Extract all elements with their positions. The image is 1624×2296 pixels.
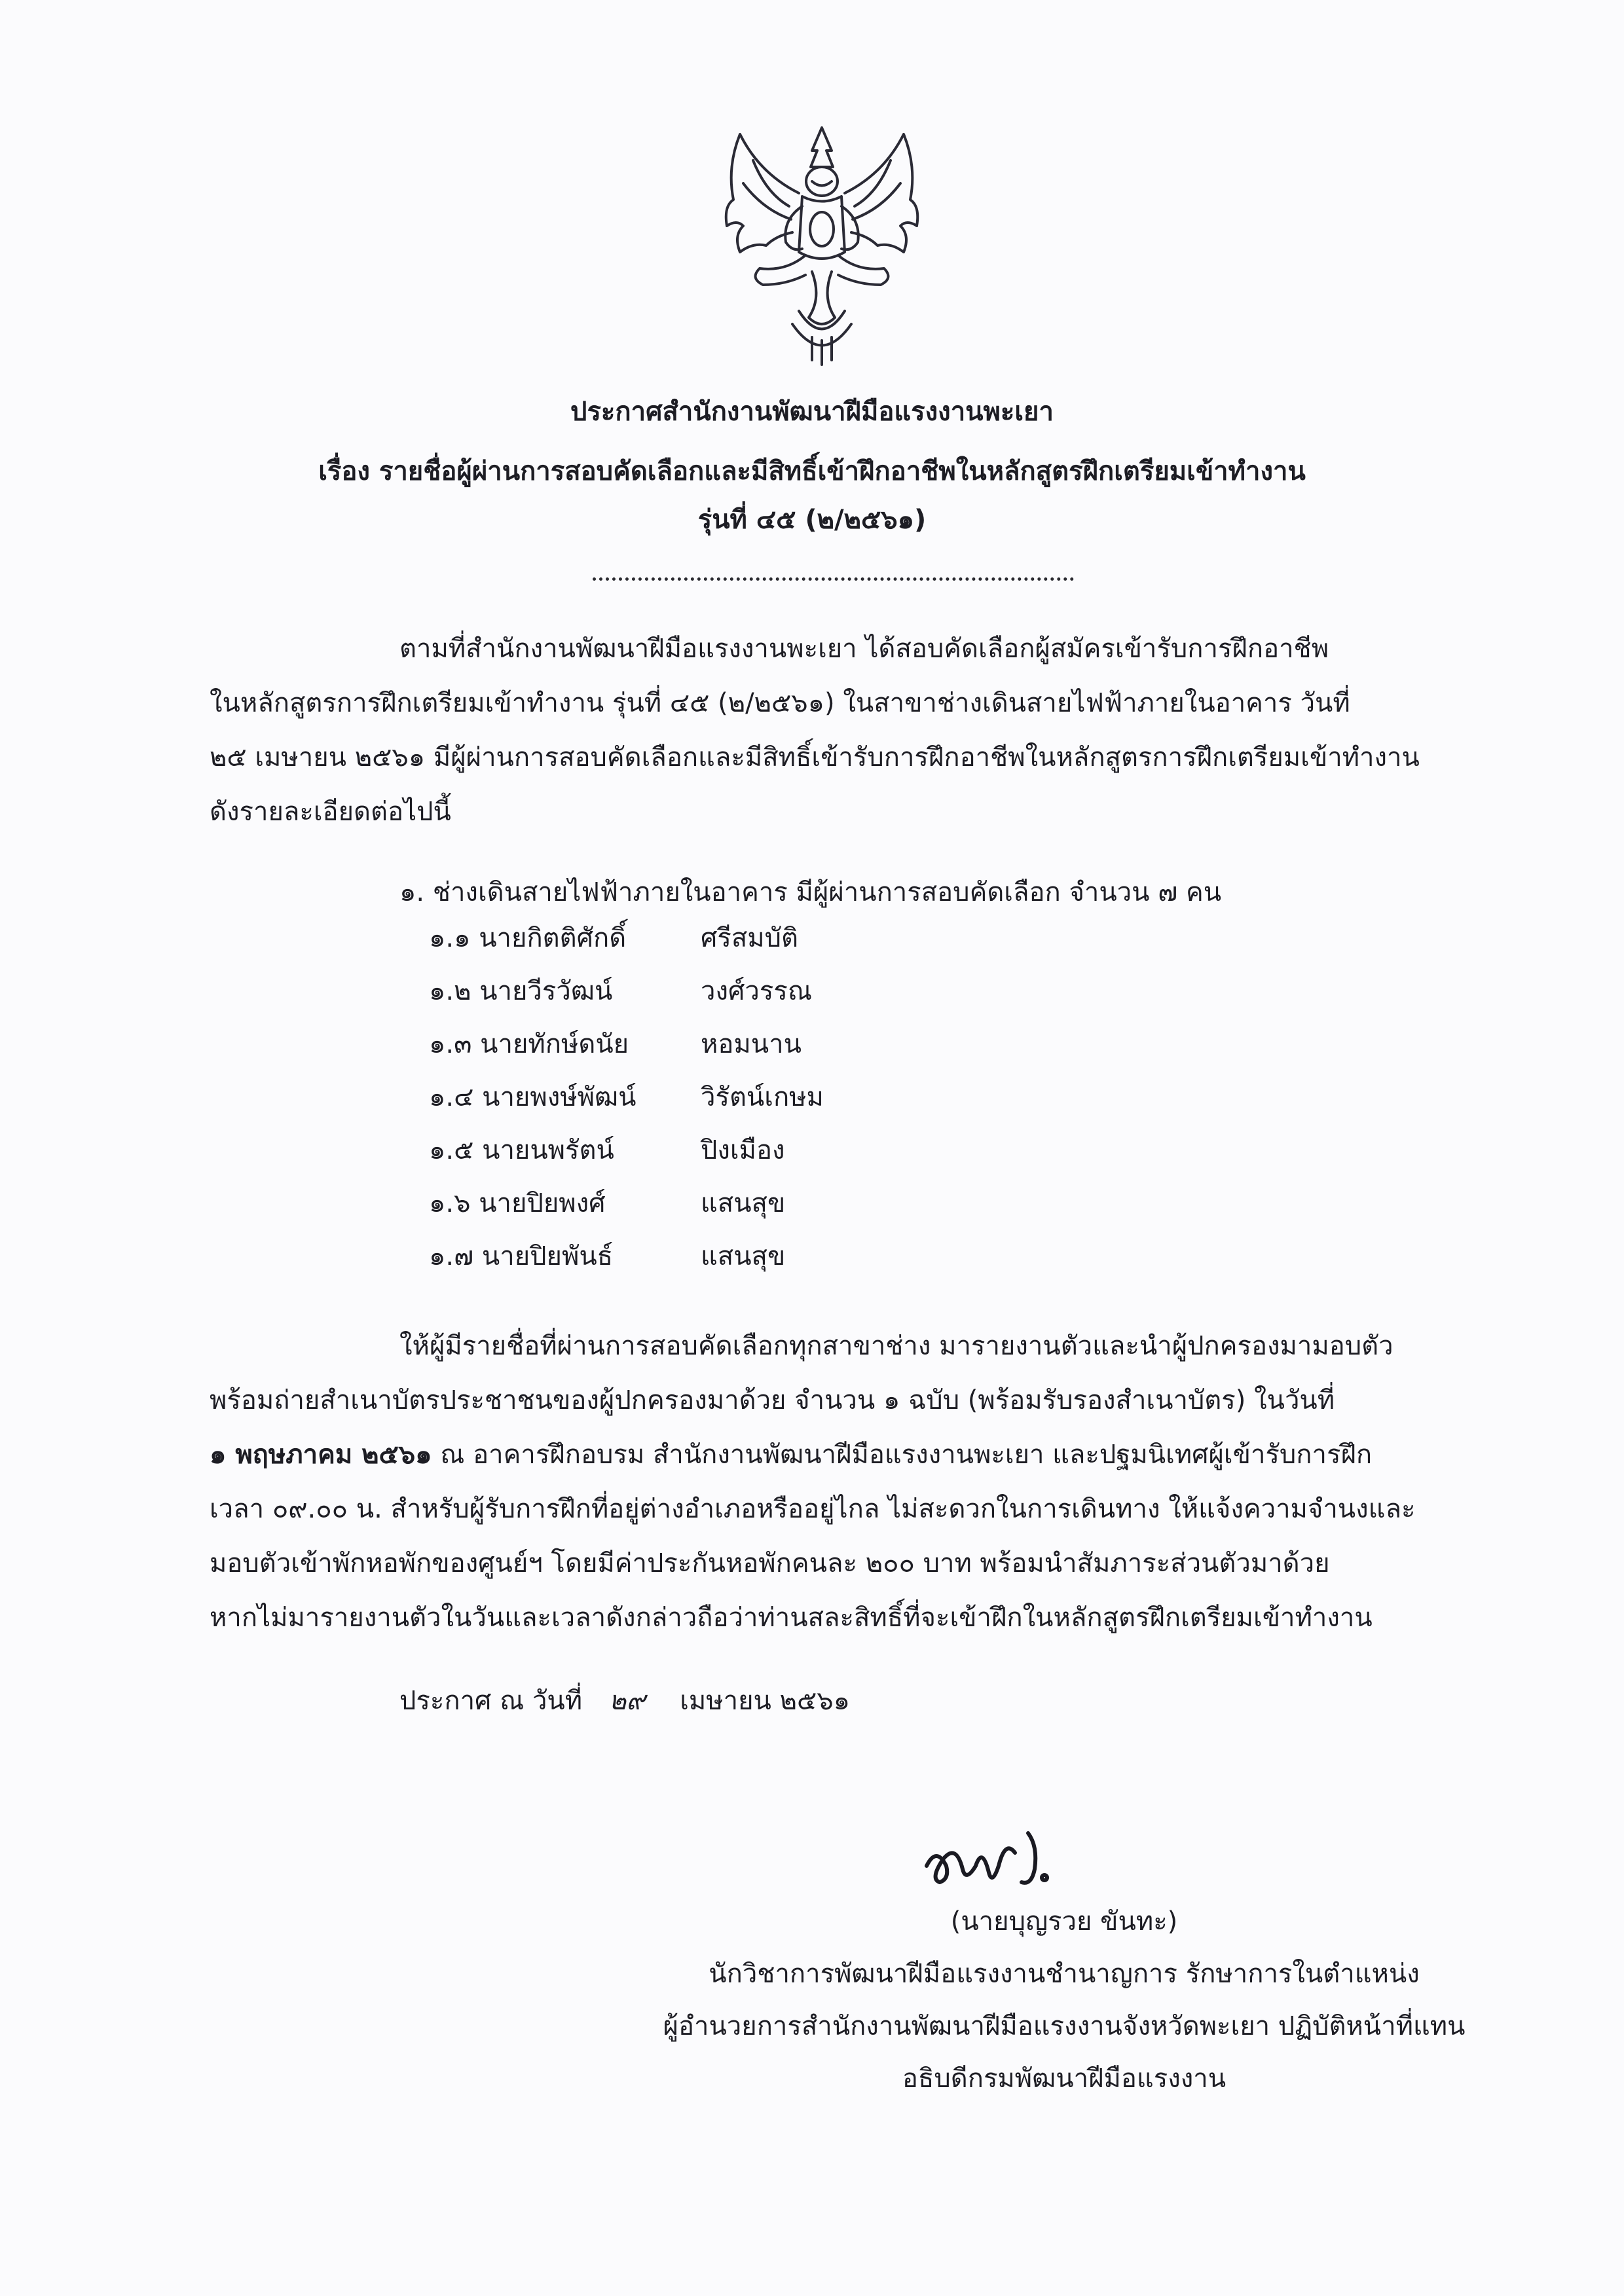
date-day: ๒๙ — [608, 1686, 646, 1716]
date-month-year: เมษายน ๒๕๖๑ — [680, 1686, 851, 1716]
person-surname: ปิงเมือง — [701, 1135, 785, 1165]
person-surname: หอมนาน — [701, 1029, 802, 1059]
notice-line: เวลา ๐๙.๐๐ น. สำหรับผู้รับการฝึกที่อยู่ต่างอำเภอหรืออยู่ไกล ไม่สะดวกในการเดินทาง ให้แจ้งความจำนงและ — [210, 1494, 1416, 1524]
name-list — [429, 917, 824, 1288]
list-item — [429, 1182, 824, 1235]
intro-line: ตามที่สำนักงานพัฒนาฝีมือแรงงานพะเยา ได้สอบคัดเลือกผู้สมัครเข้ารับการฝึกอาชีพ — [399, 634, 1329, 664]
notice-line — [210, 1428, 1450, 1482]
person-surname: แสนสุข — [701, 1188, 786, 1218]
notice-line: มอบตัวเข้าพักหอพักของศูนย์ฯ โดยมีค่าประกันหอพักคนละ ๒๐๐ บาท พร้อมนำสัมภาระส่วนตัวมาด้วย — [210, 1548, 1330, 1578]
signatory-position: อธิบดีกรมพัฒนาฝีมือแรงงาน — [902, 2064, 1227, 2094]
list-item — [429, 917, 824, 970]
person-name: ๑.๔ นายพงษ์พัฒน์ — [429, 1082, 637, 1112]
report-date: ๑ พฤษภาคม ๒๕๖๑ — [210, 1440, 432, 1470]
announcement-batch: รุ่นที่ ๔๕ (๒/๒๕๖๑) — [697, 505, 927, 535]
intro-paragraph — [210, 622, 1450, 839]
list-item — [429, 1076, 824, 1129]
signatory-name: (นายบุญรวย ขันทะ) — [950, 1906, 1178, 1937]
intro-line: ในหลักสูตรการฝึกเตรียมเข้าทำงาน รุ่นที่ ๔๕ (๒/๒๕๖๑) ในสาขาช่างเดินสายไฟฟ้าภายในอาคาร วันที่ — [210, 688, 1350, 718]
person-name: ๑.๕ นายนพรัตน์ — [429, 1135, 614, 1165]
date-prefix: ประกาศ ณ วันที่ — [399, 1686, 583, 1716]
person-surname: แสนสุข — [701, 1241, 786, 1271]
signatory-position: นักวิชาการพัฒนาฝีมือแรงงานชำนาญการ รักษาการในตำแหน่ง — [709, 1959, 1420, 1989]
person-name: ๑.๖ นายปิยพงศ์ — [429, 1188, 606, 1218]
person-name: ๑.๓ นายทักษ์ดนัย — [429, 1029, 629, 1059]
person-name: ๑.๗ นายปิยพันธ์ — [429, 1241, 614, 1271]
announcement-subject: เรื่อง รายชื่อผู้ผ่านการสอบคัดเลือกและมีสิทธิ์เข้าฝึกอาชีพในหลักสูตรฝึกเตรียมเข้าทำงาน — [318, 456, 1306, 486]
person-name: ๑.๑ นายกิตติศักดิ์ — [429, 923, 627, 953]
notice-line: พร้อมถ่ายสำเนาบัตรประชาชนของผู้ปกครองมาด้วย จำนวน ๑ ฉบับ (พร้อมรับรองสำเนาบัตร) ในวันที่ — [210, 1385, 1335, 1415]
person-surname: วิรัตน์เกษม — [701, 1082, 824, 1112]
announcement-date — [399, 1679, 850, 1721]
signature-icon — [917, 1820, 1067, 1892]
section-title: ๑. ช่างเดินสายไฟฟ้าภายในอาคาร มีผู้ผ่านการสอบคัดเลือก จำนวน ๗ คน — [399, 877, 1222, 907]
list-item — [429, 1235, 824, 1288]
person-surname: วงศ์วรรณ — [701, 976, 812, 1006]
intro-line: ๒๕ เมษายน ๒๕๖๑ มีผู้ผ่านการสอบคัดเลือกและมีสิทธิ์เข้ารับการฝึกอาชีพในหลักสูตรการฝึกเตรียมเข้าทำงาน — [210, 742, 1420, 773]
intro-line: ดังรายละเอียดต่อไปนี้ — [210, 797, 451, 827]
notice-line: ให้ผู้มีรายชื่อที่ผ่านการสอบคัดเลือกทุกสาขาช่าง มารายงานตัวและนำผู้ปกครองมามอบตัว — [399, 1331, 1393, 1361]
dotted-divider — [593, 577, 1074, 581]
notice-line-rest: ณ อาคารฝึกอบรม สำนักงานพัฒนาฝีมือแรงงานพะเยา และปฐมนิเทศผู้เข้ารับการฝึก — [432, 1440, 1373, 1470]
notice-paragraph — [210, 1319, 1450, 1645]
garuda-emblem-icon — [714, 121, 930, 370]
signatory-position: ผู้อำนวยการสำนักงานพัฒนาฝีมือแรงงานจังหวัดพะเยา ปฏิบัติหน้าที่แทน — [663, 2011, 1466, 2041]
list-item — [429, 1129, 824, 1182]
list-item — [429, 970, 824, 1023]
list-item — [429, 1023, 824, 1076]
person-surname: ศรีสมบัติ — [701, 923, 799, 953]
person-name: ๑.๒ นายวีรวัฒน์ — [429, 976, 613, 1006]
notice-line: หากไม่มารายงานตัวในวันและเวลาดังกล่าวถือว่าท่านสละสิทธิ์ที่จะเข้าฝึกในหลักสูตรฝึกเตรียมเข้าทำงาน — [210, 1603, 1373, 1633]
announcement-title: ประกาศสำนักงานพัฒนาฝีมือแรงงานพะเยา — [570, 397, 1054, 427]
